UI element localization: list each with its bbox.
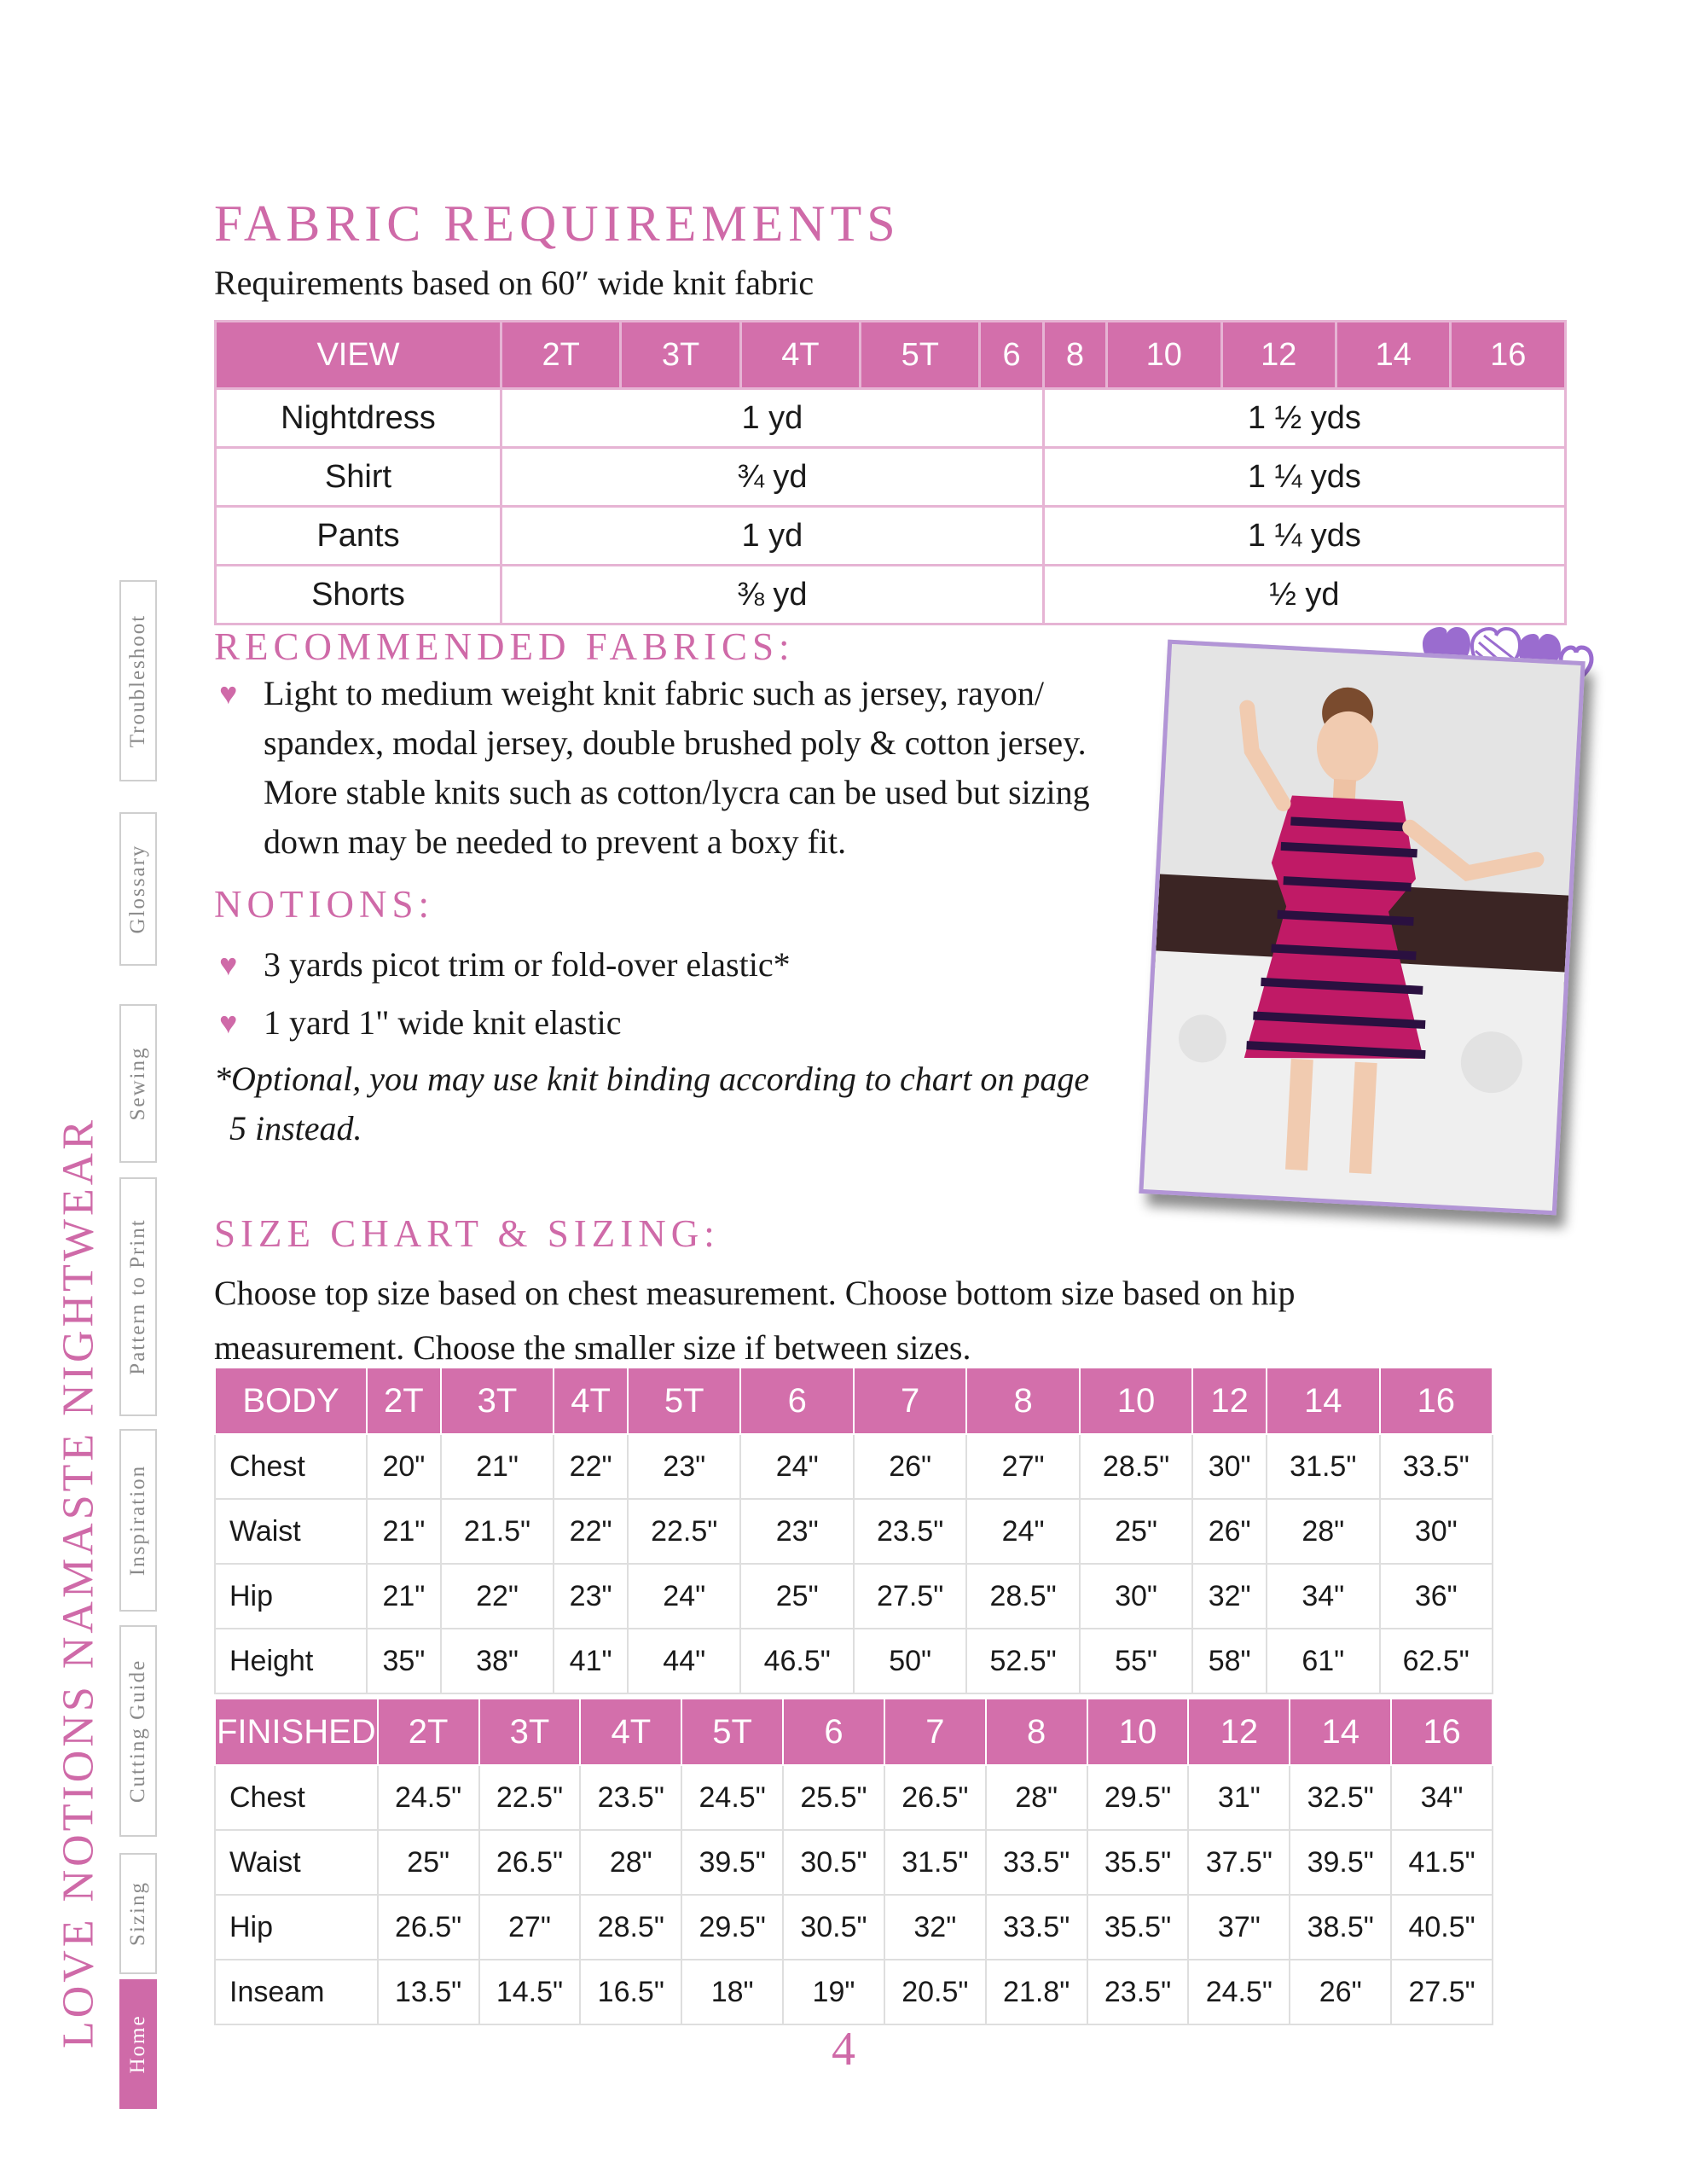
measurement-cell: 31.5" — [884, 1830, 986, 1895]
measurement-cell: 24.5" — [1188, 1960, 1290, 2024]
measurement-cell: 25.5" — [783, 1765, 884, 1830]
size-header: 5T — [681, 1699, 783, 1765]
table-row — [215, 1830, 1493, 1895]
measurement-cell: 34" — [1267, 1564, 1379, 1629]
measurement-cell: 28" — [580, 1830, 681, 1895]
table-row — [215, 1895, 1493, 1960]
table-header-row — [215, 1699, 1493, 1765]
measurement-cell: 26.5" — [378, 1895, 479, 1960]
measurement-cell: 32" — [884, 1895, 986, 1960]
measurement-label: Chest — [215, 1434, 367, 1499]
measurement-label: Height — [215, 1629, 367, 1693]
body-measurements-table — [214, 1367, 1493, 1694]
table-row — [215, 1629, 1493, 1693]
measurement-cell: 52.5" — [966, 1629, 1079, 1693]
size-header: 10 — [1080, 1368, 1192, 1434]
view-cell: Nightdress — [216, 389, 501, 448]
measurement-cell: 30.5" — [783, 1895, 884, 1960]
measurement-cell: 40.5" — [1391, 1895, 1493, 1960]
tab-home[interactable]: Home — [119, 1979, 157, 2109]
measurement-cell: 50" — [854, 1629, 966, 1693]
measurement-cell: 32.5" — [1290, 1765, 1391, 1830]
measurement-cell: 24" — [628, 1564, 740, 1629]
measurement-cell: 27.5" — [854, 1564, 966, 1629]
size-header: 3T — [479, 1699, 581, 1765]
measurement-cell: 26" — [1290, 1960, 1391, 2024]
tab-cutting-guide[interactable]: Cutting Guide — [119, 1625, 157, 1837]
page-number: 4 — [832, 2023, 855, 2076]
yardage-cell: ¾ yd — [501, 448, 1044, 507]
notions-note: *Optional, you may use knit binding according to chart on page 5 instead. — [214, 1060, 1090, 1147]
table-header-row — [216, 322, 1566, 389]
table-row — [215, 1564, 1493, 1629]
measurement-cell: 20" — [367, 1434, 441, 1499]
column-header: 4T — [740, 322, 860, 389]
measurement-cell: 38.5" — [1290, 1895, 1391, 1960]
measurement-cell: 30.5" — [783, 1830, 884, 1895]
size-header: 12 — [1192, 1368, 1267, 1434]
measurement-cell: 58" — [1192, 1629, 1267, 1693]
measurement-cell: 25" — [740, 1564, 853, 1629]
size-header: 6 — [740, 1368, 853, 1434]
fabric-requirements-table — [214, 320, 1567, 625]
column-header: 12 — [1221, 322, 1336, 389]
sizing-instructions: Choose top size based on chest measurement. Choose bottom size based on hip measurement. Choose the smaller size if between sizes. — [214, 1274, 1296, 1367]
tab-inspiration[interactable]: Inspiration — [119, 1429, 157, 1612]
size-header: 2T — [367, 1368, 441, 1434]
measurement-cell: 24.5" — [681, 1765, 783, 1830]
yardage-cell: 1 ¼ yds — [1043, 507, 1565, 566]
measurement-cell: 25" — [1080, 1499, 1192, 1564]
column-header: BODY — [215, 1368, 367, 1434]
measurement-cell: 27" — [479, 1895, 581, 1960]
size-header: 12 — [1188, 1699, 1290, 1765]
measurement-cell: 41.5" — [1391, 1830, 1493, 1895]
size-header: 4T — [554, 1368, 628, 1434]
view-cell: Shorts — [216, 566, 501, 624]
column-header: VIEW — [216, 322, 501, 389]
measurement-cell: 30" — [1192, 1434, 1267, 1499]
size-header: 14 — [1267, 1368, 1379, 1434]
yardage-cell: 1 ¼ yds — [1043, 448, 1565, 507]
measurement-cell: 34" — [1391, 1765, 1493, 1830]
column-header: 6 — [980, 322, 1043, 389]
measurement-cell: 23.5" — [580, 1765, 681, 1830]
measurement-cell: 35" — [367, 1629, 441, 1693]
measurement-cell: 29.5" — [681, 1895, 783, 1960]
measurement-cell: 23" — [554, 1564, 628, 1629]
measurement-cell: 61" — [1267, 1629, 1379, 1693]
measurement-cell: 44" — [628, 1629, 740, 1693]
measurement-cell: 28" — [986, 1765, 1087, 1830]
measurement-cell: 29.5" — [1087, 1765, 1189, 1830]
measurement-label: Hip — [215, 1564, 367, 1629]
table-row — [215, 1499, 1493, 1564]
measurement-cell: 37.5" — [1188, 1830, 1290, 1895]
size-header: 16 — [1391, 1699, 1493, 1765]
size-header: 5T — [628, 1368, 740, 1434]
size-header: 14 — [1290, 1699, 1391, 1765]
measurement-label: Waist — [215, 1830, 378, 1895]
page-title: FABRIC REQUIREMENTS — [214, 195, 901, 252]
size-chart-heading: SIZE CHART & SIZING: — [214, 1212, 720, 1255]
measurement-cell: 32" — [1192, 1564, 1267, 1629]
measurement-cell: 26.5" — [479, 1830, 581, 1895]
measurement-cell: 39.5" — [681, 1830, 783, 1895]
measurement-cell: 21.5" — [441, 1499, 554, 1564]
measurement-cell: 30" — [1080, 1564, 1192, 1629]
measurement-cell: 28.5" — [966, 1564, 1079, 1629]
size-header: 2T — [378, 1699, 479, 1765]
size-header: 4T — [580, 1699, 681, 1765]
measurement-cell: 28" — [1267, 1499, 1379, 1564]
measurement-label: Inseam — [215, 1960, 378, 2024]
size-header: 8 — [966, 1368, 1079, 1434]
yardage-cell: ½ yd — [1043, 566, 1565, 624]
measurement-cell: 23" — [628, 1434, 740, 1499]
measurement-cell: 23.5" — [854, 1499, 966, 1564]
size-header: 7 — [854, 1368, 966, 1434]
measurement-cell: 21" — [367, 1564, 441, 1629]
measurement-cell: 33.5" — [1380, 1434, 1493, 1499]
table-row — [216, 566, 1566, 624]
table-row — [215, 1765, 1493, 1830]
measurement-cell: 24" — [740, 1434, 853, 1499]
measurement-cell: 22" — [554, 1434, 628, 1499]
measurement-cell: 27" — [966, 1434, 1079, 1499]
measurement-cell: 19" — [783, 1960, 884, 2024]
column-header: 3T — [621, 322, 740, 389]
measurement-cell: 39.5" — [1290, 1830, 1391, 1895]
fabric-subtitle: Requirements based on 60″ wide knit fabric — [214, 264, 815, 302]
notions-heading: NOTIONS: — [214, 883, 434, 926]
table-row — [216, 389, 1566, 448]
table-row — [215, 1960, 1493, 2024]
table-row — [215, 1434, 1493, 1499]
view-cell: Pants — [216, 507, 501, 566]
measurement-cell: 26" — [854, 1434, 966, 1499]
measurement-cell: 35.5" — [1087, 1830, 1189, 1895]
measurement-cell: 23.5" — [1087, 1960, 1189, 2024]
heart-icon: ♥ — [219, 948, 238, 982]
measurement-cell: 25" — [378, 1830, 479, 1895]
measurement-cell: 41" — [554, 1629, 628, 1693]
measurement-cell: 21" — [441, 1434, 554, 1499]
measurement-cell: 26" — [1192, 1499, 1267, 1564]
size-header: 6 — [783, 1699, 884, 1765]
measurement-cell: 36" — [1380, 1564, 1493, 1629]
tab-troubleshoot[interactable]: Troubleshoot — [119, 580, 157, 781]
measurement-cell: 14.5" — [479, 1960, 581, 2024]
yardage-cell: 1 ½ yds — [1043, 389, 1565, 448]
measurement-label: Chest — [215, 1765, 378, 1830]
heart-icon: ♥ — [219, 677, 238, 711]
measurement-cell: 24" — [966, 1499, 1079, 1564]
measurement-cell: 55" — [1080, 1629, 1192, 1693]
size-header: 7 — [884, 1699, 986, 1765]
measurement-label: Hip — [215, 1895, 378, 1960]
measurement-cell: 38" — [441, 1629, 554, 1693]
measurement-cell: 16.5" — [580, 1960, 681, 2024]
size-header: 3T — [441, 1368, 554, 1434]
measurement-cell: 20.5" — [884, 1960, 986, 2024]
measurement-cell: 21" — [367, 1499, 441, 1564]
measurement-cell: 31" — [1188, 1765, 1290, 1830]
measurement-cell: 37" — [1188, 1895, 1290, 1960]
measurement-cell: 22" — [441, 1564, 554, 1629]
measurement-cell: 35.5" — [1087, 1895, 1189, 1960]
size-header: 10 — [1087, 1699, 1189, 1765]
measurement-cell: 22.5" — [628, 1499, 740, 1564]
column-header: 2T — [501, 322, 621, 389]
column-header: FINISHED — [215, 1699, 378, 1765]
product-photo — [1139, 640, 1585, 1216]
measurement-cell: 30" — [1380, 1499, 1493, 1564]
column-header: 8 — [1043, 322, 1106, 389]
measurement-cell: 28.5" — [580, 1895, 681, 1960]
measurement-cell: 62.5" — [1380, 1629, 1493, 1693]
measurement-cell: 22.5" — [479, 1765, 581, 1830]
column-header: 10 — [1107, 322, 1221, 389]
measurement-cell: 23" — [740, 1499, 853, 1564]
table-row — [216, 448, 1566, 507]
yardage-cell: 1 yd — [501, 389, 1044, 448]
measurement-cell: 27.5" — [1391, 1960, 1493, 2024]
measurement-cell: 24.5" — [378, 1765, 479, 1830]
tab-pattern-to-print[interactable]: Pattern to Print — [119, 1177, 157, 1416]
view-cell: Shirt — [216, 448, 501, 507]
measurement-cell: 33.5" — [986, 1895, 1087, 1960]
measurement-cell: 26.5" — [884, 1765, 986, 1830]
size-header: 8 — [986, 1699, 1087, 1765]
size-header: 16 — [1380, 1368, 1493, 1434]
heart-icon: ♥ — [219, 1006, 238, 1040]
yardage-cell: 1 yd — [501, 507, 1044, 566]
recommended-fabrics-heading: RECOMMENDED FABRICS: — [214, 625, 795, 668]
measurement-cell: 28.5" — [1080, 1434, 1192, 1499]
measurement-cell: 31.5" — [1267, 1434, 1379, 1499]
table-header-row — [215, 1368, 1493, 1434]
column-header: 16 — [1451, 322, 1566, 389]
measurement-cell: 18" — [681, 1960, 783, 2024]
brand-title: LOVE NOTIONS NAMASTE NIGHTWEAR — [54, 1116, 103, 2049]
finished-measurements-table — [214, 1698, 1493, 2025]
measurement-cell: 13.5" — [378, 1960, 479, 2024]
table-row — [216, 507, 1566, 566]
measurement-cell: 21.8" — [986, 1960, 1087, 2024]
measurement-label: Waist — [215, 1499, 367, 1564]
tab-sewing[interactable]: Sewing — [119, 1004, 157, 1163]
measurement-cell: 33.5" — [986, 1830, 1087, 1895]
measurement-cell: 22" — [554, 1499, 628, 1564]
yardage-cell: ⅜ yd — [501, 566, 1044, 624]
tab-sizing[interactable]: Sizing — [119, 1853, 157, 1974]
measurement-cell: 46.5" — [740, 1629, 853, 1693]
tab-glossary[interactable]: Glossary — [119, 812, 157, 966]
column-header: 14 — [1336, 322, 1451, 389]
column-header: 5T — [861, 322, 980, 389]
